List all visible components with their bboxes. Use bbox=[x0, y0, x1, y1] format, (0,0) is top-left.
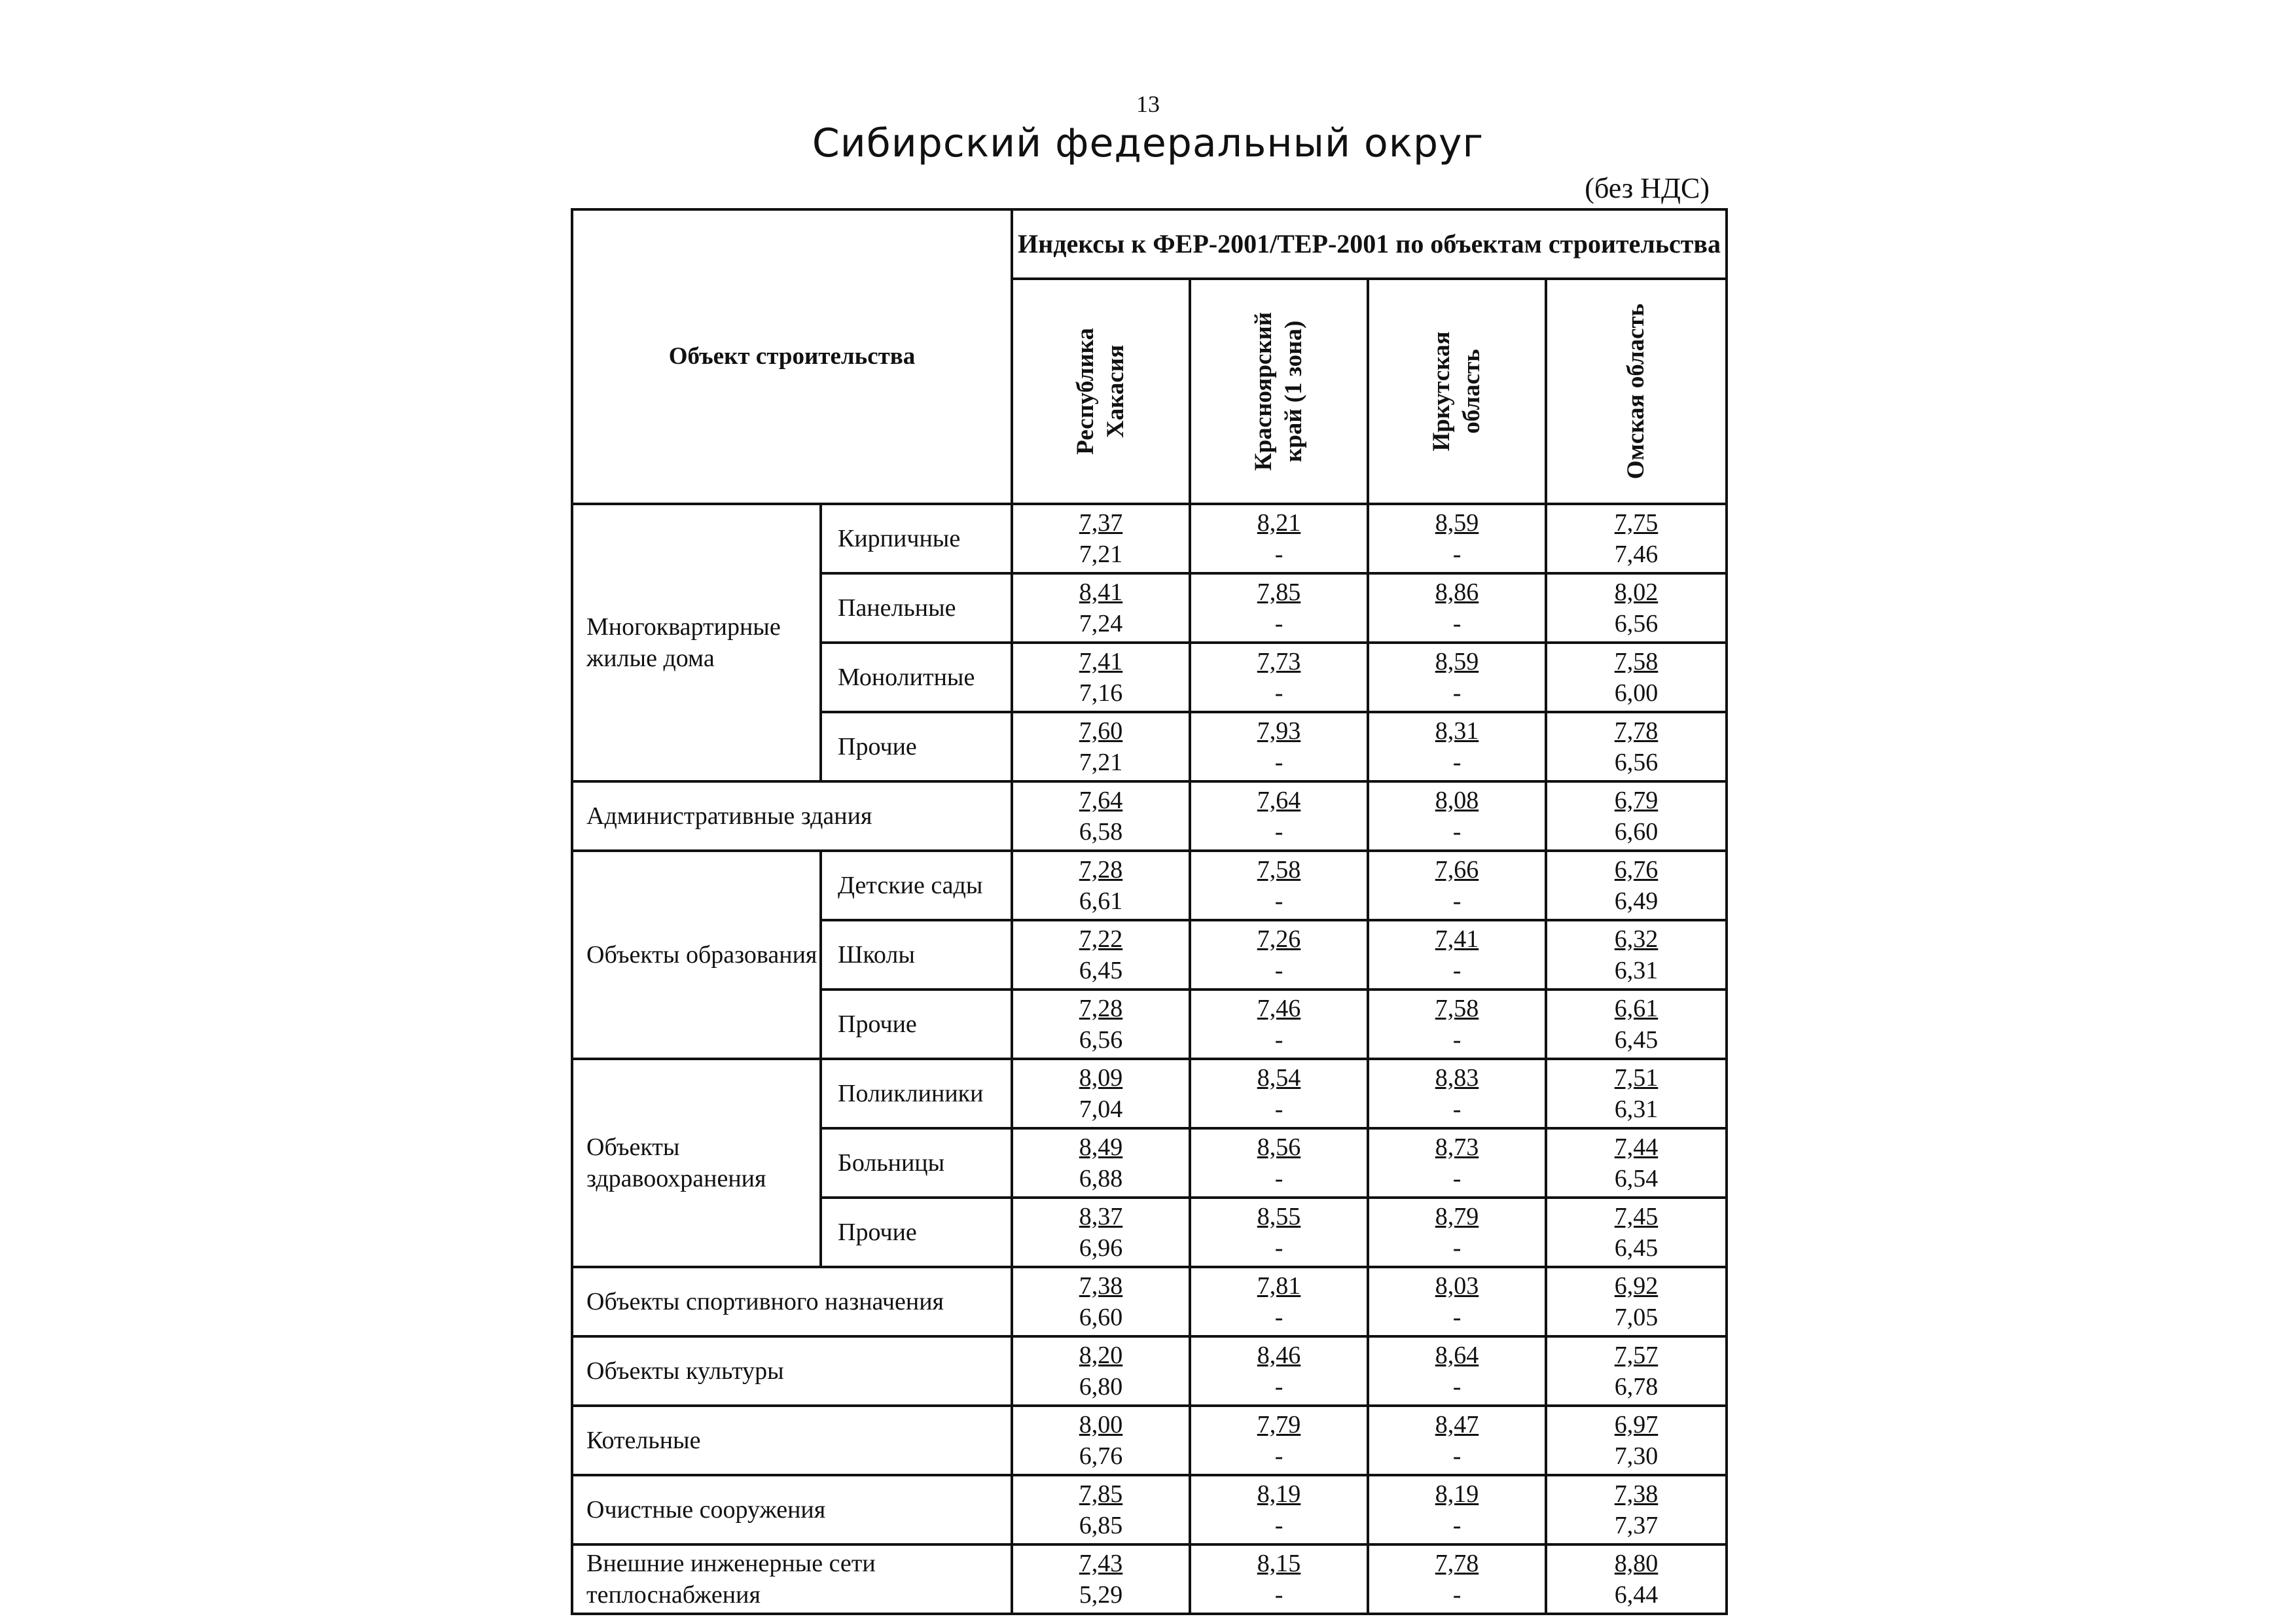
index-cell bbox=[1546, 781, 1727, 851]
index-cell bbox=[1190, 643, 1368, 712]
object-subtype: Кирпичные bbox=[821, 504, 1012, 573]
table-row bbox=[572, 781, 1727, 851]
index-value-ter: - bbox=[1274, 1026, 1283, 1054]
index-value-ter: 7,37 bbox=[1614, 1512, 1659, 1539]
index-value-ter: 6,60 bbox=[1079, 1304, 1123, 1331]
index-cell bbox=[1012, 1267, 1190, 1336]
index-value-fer: 7,60 bbox=[1079, 717, 1123, 745]
region-header bbox=[1190, 279, 1368, 504]
index-value-fer: 6,97 bbox=[1614, 1411, 1659, 1438]
index-cell bbox=[1546, 504, 1727, 573]
header-row bbox=[572, 209, 1727, 279]
index-cell bbox=[1368, 781, 1546, 851]
index-cell bbox=[1368, 1267, 1546, 1336]
index-value-ter: - bbox=[1274, 1581, 1283, 1609]
index-cell bbox=[1190, 781, 1368, 851]
index-cell bbox=[1368, 851, 1546, 920]
index-cell bbox=[1546, 712, 1727, 781]
index-cell bbox=[1546, 920, 1727, 990]
index-value-fer: 8,64 bbox=[1435, 1342, 1479, 1369]
object-group: Очистные сооружения bbox=[572, 1475, 1012, 1544]
index-value-ter: 6,31 bbox=[1614, 957, 1659, 984]
index-value-fer: 8,41 bbox=[1079, 579, 1123, 606]
index-value-ter: - bbox=[1452, 1581, 1462, 1609]
index-cell bbox=[1368, 1544, 1546, 1614]
index-value-ter: 6,45 bbox=[1614, 1026, 1659, 1054]
index-value-fer: 8,56 bbox=[1257, 1133, 1301, 1161]
index-value-ter: 6,78 bbox=[1614, 1373, 1659, 1400]
table-row bbox=[572, 1059, 1727, 1128]
index-value-ter: 6,80 bbox=[1079, 1373, 1123, 1400]
index-value-ter: - bbox=[1274, 1512, 1283, 1539]
index-cell bbox=[1546, 1198, 1727, 1267]
index-cell bbox=[1368, 1128, 1546, 1198]
index-value-ter: 6,56 bbox=[1079, 1026, 1123, 1054]
index-value-fer: 7,64 bbox=[1079, 787, 1123, 814]
index-cell bbox=[1368, 643, 1546, 712]
index-value-fer: 7,28 bbox=[1079, 856, 1123, 883]
index-cell bbox=[1190, 1198, 1368, 1267]
region-label: Красноярский край (1 зона) bbox=[1250, 312, 1308, 471]
index-value-ter: 6,56 bbox=[1614, 610, 1659, 637]
object-group: Многоквартирные жилые дома bbox=[572, 504, 821, 781]
index-value-ter: 6,45 bbox=[1614, 1234, 1659, 1262]
index-value-fer: 7,81 bbox=[1257, 1272, 1301, 1300]
index-value-ter: - bbox=[1274, 957, 1283, 984]
object-group: Объекты спортивного назначения bbox=[572, 1267, 1012, 1336]
index-value-fer: 7,41 bbox=[1435, 925, 1479, 953]
index-value-ter: 6,44 bbox=[1614, 1581, 1659, 1609]
page-title: Сибирский федеральный округ bbox=[812, 120, 1484, 166]
index-cell bbox=[1368, 1336, 1546, 1406]
object-group: Котельные bbox=[572, 1406, 1012, 1475]
index-cell bbox=[1546, 851, 1727, 920]
index-value-fer: 7,75 bbox=[1614, 509, 1659, 537]
index-cell bbox=[1546, 1336, 1727, 1406]
index-cell bbox=[1012, 990, 1190, 1059]
index-value-fer: 8,37 bbox=[1079, 1203, 1123, 1230]
index-cell bbox=[1368, 1198, 1546, 1267]
object-subtype: Поликлиники bbox=[821, 1059, 1012, 1128]
index-cell bbox=[1012, 781, 1190, 851]
table-row bbox=[572, 1267, 1727, 1336]
index-value-fer: 8,80 bbox=[1614, 1550, 1659, 1577]
index-value-ter: 6,56 bbox=[1614, 749, 1659, 776]
index-cell bbox=[1368, 573, 1546, 643]
index-value-fer: 8,47 bbox=[1435, 1411, 1479, 1438]
index-value-ter: - bbox=[1452, 1304, 1462, 1331]
index-value-fer: 8,79 bbox=[1435, 1203, 1479, 1230]
index-value-ter: 7,30 bbox=[1614, 1442, 1659, 1470]
index-value-fer: 7,78 bbox=[1435, 1550, 1479, 1577]
index-value-ter: - bbox=[1452, 1442, 1462, 1470]
index-cell bbox=[1012, 1059, 1190, 1128]
index-value-fer: 8,21 bbox=[1257, 509, 1301, 537]
region-header bbox=[1012, 279, 1190, 504]
index-cell bbox=[1546, 1406, 1727, 1475]
index-cell bbox=[1546, 1267, 1727, 1336]
vat-note: (без НДС) bbox=[1585, 172, 1710, 204]
object-subtype: Прочие bbox=[821, 990, 1012, 1059]
index-cell bbox=[1190, 1128, 1368, 1198]
index-cell bbox=[1012, 504, 1190, 573]
index-value-ter: - bbox=[1274, 749, 1283, 776]
page-number: 13 bbox=[1136, 91, 1160, 117]
index-cell bbox=[1012, 1198, 1190, 1267]
index-value-ter: - bbox=[1274, 1234, 1283, 1262]
index-cell bbox=[1190, 573, 1368, 643]
index-value-ter: - bbox=[1452, 749, 1462, 776]
index-value-ter: - bbox=[1452, 887, 1462, 915]
index-value-fer: 7,46 bbox=[1257, 995, 1301, 1022]
index-value-ter: - bbox=[1452, 818, 1462, 846]
index-value-fer: 7,57 bbox=[1614, 1342, 1659, 1369]
index-cell bbox=[1190, 1475, 1368, 1544]
index-value-fer: 8,86 bbox=[1435, 579, 1479, 606]
index-cell bbox=[1190, 1544, 1368, 1614]
index-value-ter: 7,05 bbox=[1614, 1304, 1659, 1331]
index-value-fer: 8,59 bbox=[1435, 648, 1479, 675]
index-value-fer: 7,43 bbox=[1079, 1550, 1123, 1577]
region-header bbox=[1546, 279, 1727, 504]
index-value-ter: - bbox=[1274, 1373, 1283, 1400]
table-row bbox=[572, 1475, 1727, 1544]
index-cell bbox=[1190, 990, 1368, 1059]
index-cell bbox=[1190, 1267, 1368, 1336]
index-value-ter: 6,31 bbox=[1614, 1096, 1659, 1123]
object-subtype: Школы bbox=[821, 920, 1012, 990]
index-value-ter: - bbox=[1452, 541, 1462, 568]
index-value-ter: 7,21 bbox=[1079, 541, 1123, 568]
index-cell bbox=[1546, 1059, 1727, 1128]
index-value-ter: 7,21 bbox=[1079, 749, 1123, 776]
index-value-ter: - bbox=[1274, 1165, 1283, 1192]
index-header: Индексы к ФЕР-2001/ТЕР-2001 по объектам строительства bbox=[1012, 209, 1727, 279]
index-value-fer: 8,15 bbox=[1257, 1550, 1301, 1577]
index-cell bbox=[1012, 1544, 1190, 1614]
index-cell bbox=[1012, 920, 1190, 990]
region-label: Омская область bbox=[1623, 303, 1650, 480]
index-value-ter: - bbox=[1274, 1442, 1283, 1470]
index-table-body bbox=[572, 209, 1727, 1614]
index-value-ter: 6,54 bbox=[1614, 1165, 1659, 1192]
index-value-fer: 8,03 bbox=[1435, 1272, 1479, 1300]
object-group: Объекты образования bbox=[572, 851, 821, 1059]
index-value-ter: - bbox=[1452, 1165, 1462, 1192]
index-value-ter: 6,49 bbox=[1614, 887, 1659, 915]
index-value-ter: 6,45 bbox=[1079, 957, 1123, 984]
index-cell bbox=[1368, 1406, 1546, 1475]
index-table bbox=[571, 208, 1728, 1615]
index-value-ter: 6,96 bbox=[1079, 1234, 1123, 1262]
index-cell bbox=[1190, 504, 1368, 573]
index-cell bbox=[1012, 1475, 1190, 1544]
index-value-ter: 6,00 bbox=[1614, 679, 1659, 707]
index-cell bbox=[1368, 920, 1546, 990]
index-value-fer: 8,54 bbox=[1257, 1064, 1301, 1092]
index-value-ter: 7,04 bbox=[1079, 1096, 1123, 1123]
index-cell bbox=[1190, 1059, 1368, 1128]
region-label: Республика Хакасия bbox=[1072, 328, 1130, 455]
index-value-fer: 6,32 bbox=[1614, 925, 1659, 953]
index-value-fer: 6,76 bbox=[1614, 856, 1659, 883]
index-value-fer: 7,64 bbox=[1257, 787, 1301, 814]
index-value-ter: - bbox=[1452, 957, 1462, 984]
index-value-fer: 7,85 bbox=[1257, 579, 1301, 606]
index-value-fer: 8,31 bbox=[1435, 717, 1479, 745]
object-subtype: Монолитные bbox=[821, 643, 1012, 712]
index-value-ter: - bbox=[1452, 679, 1462, 707]
index-value-fer: 8,83 bbox=[1435, 1064, 1479, 1092]
index-value-ter: - bbox=[1274, 679, 1283, 707]
index-value-fer: 7,79 bbox=[1257, 1411, 1301, 1438]
index-value-ter: - bbox=[1274, 541, 1283, 568]
index-value-ter: 6,61 bbox=[1079, 887, 1123, 915]
index-value-fer: 7,28 bbox=[1079, 995, 1123, 1022]
index-value-fer: 8,00 bbox=[1079, 1411, 1123, 1438]
index-cell bbox=[1546, 573, 1727, 643]
index-value-ter: - bbox=[1452, 1512, 1462, 1539]
object-column-header: Объект строительства bbox=[572, 209, 1012, 504]
index-value-fer: 8,46 bbox=[1257, 1342, 1301, 1369]
index-value-fer: 7,41 bbox=[1079, 648, 1123, 675]
index-value-ter: - bbox=[1452, 1234, 1462, 1262]
index-cell bbox=[1546, 1544, 1727, 1614]
object-subtype: Панельные bbox=[821, 573, 1012, 643]
index-value-ter: - bbox=[1274, 818, 1283, 846]
index-value-fer: 7,58 bbox=[1435, 995, 1479, 1022]
index-cell bbox=[1012, 1336, 1190, 1406]
index-value-fer: 7,44 bbox=[1614, 1133, 1659, 1161]
index-value-fer: 8,19 bbox=[1257, 1480, 1301, 1508]
index-value-ter: - bbox=[1274, 1096, 1283, 1123]
index-cell bbox=[1368, 1059, 1546, 1128]
index-value-ter: 6,76 bbox=[1079, 1442, 1123, 1470]
index-cell bbox=[1012, 1128, 1190, 1198]
index-value-ter: - bbox=[1452, 610, 1462, 637]
index-value-fer: 7,66 bbox=[1435, 856, 1479, 883]
index-cell bbox=[1012, 712, 1190, 781]
index-value-ter: 7,46 bbox=[1614, 541, 1659, 568]
index-value-fer: 8,73 bbox=[1435, 1133, 1479, 1161]
index-cell bbox=[1546, 990, 1727, 1059]
index-cell bbox=[1190, 1406, 1368, 1475]
index-cell bbox=[1368, 990, 1546, 1059]
index-value-ter: - bbox=[1452, 1373, 1462, 1400]
index-value-fer: 7,38 bbox=[1079, 1272, 1123, 1300]
object-subtype: Прочие bbox=[821, 712, 1012, 781]
table-row bbox=[572, 1406, 1727, 1475]
region-label: Иркутская область bbox=[1428, 331, 1486, 452]
index-value-fer: 7,58 bbox=[1614, 648, 1659, 675]
index-value-fer: 8,19 bbox=[1435, 1480, 1479, 1508]
index-value-ter: - bbox=[1452, 1026, 1462, 1054]
index-value-ter: 6,88 bbox=[1079, 1165, 1123, 1192]
index-value-fer: 7,37 bbox=[1079, 509, 1123, 537]
index-value-fer: 7,45 bbox=[1614, 1203, 1659, 1230]
index-cell bbox=[1546, 1128, 1727, 1198]
index-value-ter: 5,29 bbox=[1079, 1581, 1123, 1609]
index-value-ter: - bbox=[1274, 1304, 1283, 1331]
table-row bbox=[572, 1544, 1727, 1614]
index-cell bbox=[1190, 712, 1368, 781]
index-cell bbox=[1546, 643, 1727, 712]
index-value-fer: 8,09 bbox=[1079, 1064, 1123, 1092]
index-value-fer: 7,85 bbox=[1079, 1480, 1123, 1508]
index-value-fer: 7,22 bbox=[1079, 925, 1123, 953]
region-header bbox=[1368, 279, 1546, 504]
object-subtype: Прочие bbox=[821, 1198, 1012, 1267]
table-row bbox=[572, 504, 1727, 573]
index-value-ter: 7,24 bbox=[1079, 610, 1123, 637]
index-cell bbox=[1368, 504, 1546, 573]
object-group: Административные здания bbox=[572, 781, 1012, 851]
index-value-fer: 6,92 bbox=[1614, 1272, 1659, 1300]
index-value-fer: 8,20 bbox=[1079, 1342, 1123, 1369]
index-value-ter: - bbox=[1452, 1096, 1462, 1123]
index-value-ter: - bbox=[1274, 610, 1283, 637]
index-cell bbox=[1012, 1406, 1190, 1475]
index-value-fer: 7,93 bbox=[1257, 717, 1301, 745]
index-value-fer: 7,51 bbox=[1614, 1064, 1659, 1092]
index-value-ter: 6,58 bbox=[1079, 818, 1123, 846]
index-value-fer: 6,61 bbox=[1614, 995, 1659, 1022]
index-value-fer: 8,02 bbox=[1614, 579, 1659, 606]
index-value-fer: 8,49 bbox=[1079, 1133, 1123, 1161]
index-cell bbox=[1190, 851, 1368, 920]
index-value-fer: 7,78 bbox=[1614, 717, 1659, 745]
index-value-fer: 8,59 bbox=[1435, 509, 1479, 537]
index-cell bbox=[1012, 573, 1190, 643]
table-row bbox=[572, 1336, 1727, 1406]
object-subtype: Больницы bbox=[821, 1128, 1012, 1198]
index-cell bbox=[1012, 851, 1190, 920]
index-value-fer: 7,73 bbox=[1257, 648, 1301, 675]
index-cell bbox=[1368, 1475, 1546, 1544]
index-value-ter: - bbox=[1274, 887, 1283, 915]
index-value-ter: 6,85 bbox=[1079, 1512, 1123, 1539]
object-group: Внешние инженерные сети теплоснабжения bbox=[572, 1544, 1012, 1614]
object-group: Объекты здравоохранения bbox=[572, 1059, 821, 1267]
index-cell bbox=[1190, 1336, 1368, 1406]
index-value-fer: 8,55 bbox=[1257, 1203, 1301, 1230]
index-cell bbox=[1190, 920, 1368, 990]
object-group: Объекты культуры bbox=[572, 1336, 1012, 1406]
index-cell bbox=[1546, 1475, 1727, 1544]
index-value-fer: 8,08 bbox=[1435, 787, 1479, 814]
index-value-fer: 7,38 bbox=[1614, 1480, 1659, 1508]
index-value-ter: 7,16 bbox=[1079, 679, 1123, 707]
index-value-fer: 7,26 bbox=[1257, 925, 1301, 953]
index-value-fer: 6,79 bbox=[1614, 787, 1659, 814]
index-value-fer: 7,58 bbox=[1257, 856, 1301, 883]
index-cell bbox=[1368, 712, 1546, 781]
table-row bbox=[572, 851, 1727, 920]
index-cell bbox=[1012, 643, 1190, 712]
object-subtype: Детские сады bbox=[821, 851, 1012, 920]
index-value-ter: 6,60 bbox=[1614, 818, 1659, 846]
